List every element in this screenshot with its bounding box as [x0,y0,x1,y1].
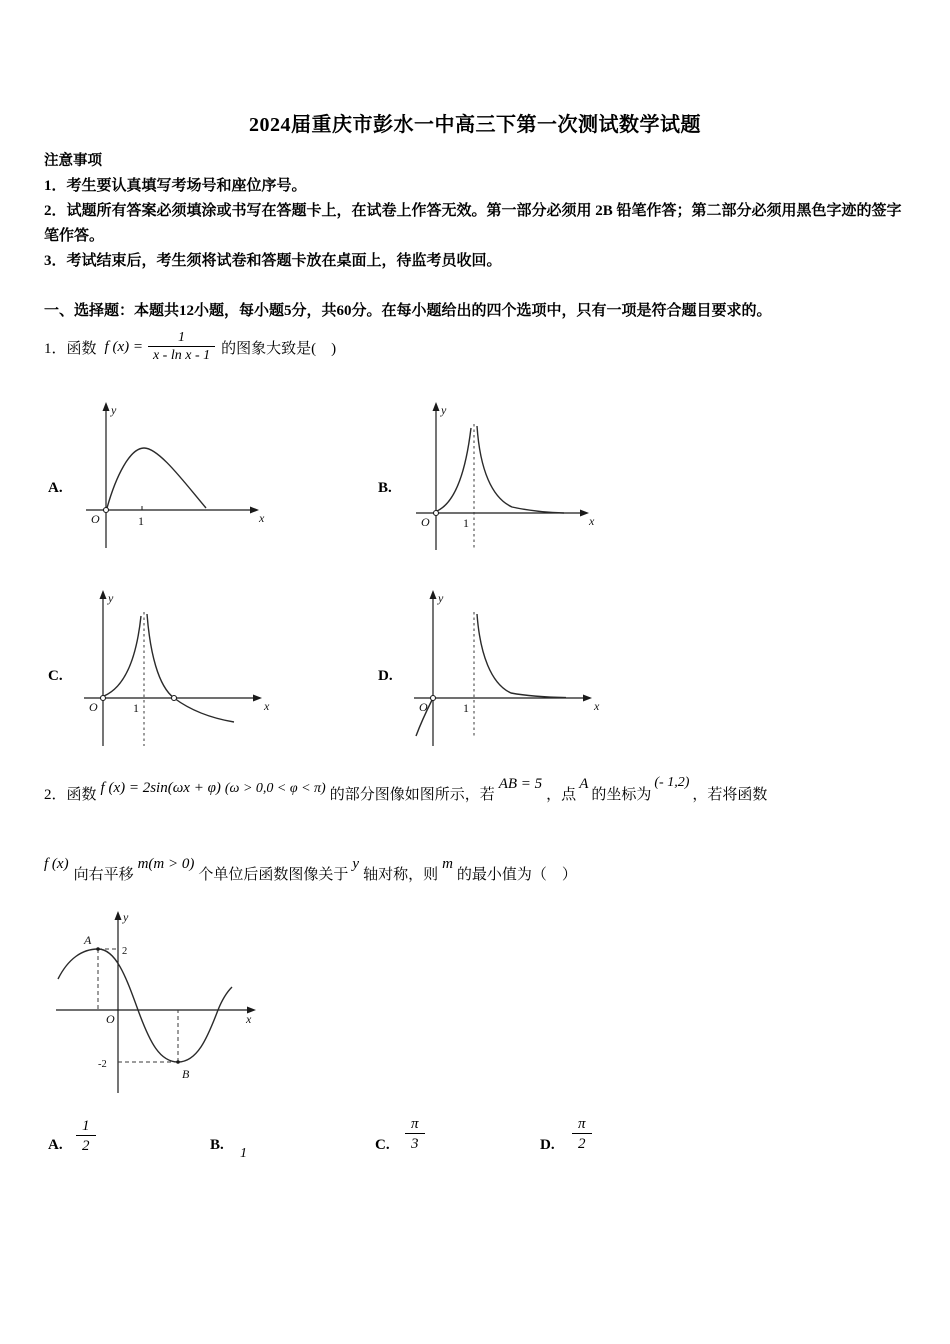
x-axis-label: x [594,699,600,713]
q2-option-c-numerator: π [411,1116,419,1132]
q2-mid2: ，点 [546,787,577,803]
q1-suffix: 的图象大致是( ) [221,340,337,357]
q2-m-variable: m [442,856,453,872]
q2-mid3: 的坐标为 [591,787,652,803]
question-2-text-line2 [44,856,924,888]
point-b-dot [176,1060,180,1064]
question-2-text-line1 [44,775,924,809]
point-b-label: B [182,1067,190,1081]
page-title: 2024届重庆市彭水一中高三下第一次测试数学试题 [249,114,701,136]
x-axis-label: x [246,1012,252,1026]
q1-option-a-label: A. [48,480,63,496]
notice-heading: 注意事项 [44,153,102,169]
origin-label: O [89,700,98,714]
q1-option-b-label: B. [378,480,392,496]
origin-label: O [421,515,430,529]
x-axis-arrow [580,510,589,517]
point-a-dot [96,947,100,951]
x-axis-label: x [259,511,265,525]
x-axis-arrow [583,695,592,702]
y-axis-label: y [123,910,129,924]
q2-option-a-denominator: 2 [76,1135,96,1155]
origin-open-circle [101,696,106,701]
q2-prefix: 函数 [66,787,97,803]
curve-a [107,448,206,508]
q2-l2-t4: 的最小值为（ ） [456,867,577,883]
notice-item-2: 2．试题所有答案必须填涂或书写在答题卡上，在试卷上作答无效。第一部分必须用 2B 铅笔作答；第二部分必须用黑色字迹的签字笔作答。 [44,203,902,244]
origin-open-circle [434,511,439,516]
tick-1-label: 1 [133,701,139,715]
q2-sine-graph [50,905,265,1100]
curve-c-left [104,616,141,696]
q2-option-a-value [76,1118,96,1155]
q2-option-d-value [572,1116,592,1153]
q2-mid1: 的部分图像如图所示，若 [329,787,495,803]
q1-prefix: 函数 [66,340,97,357]
y-tick-2-label: 2 [122,946,128,957]
q2-formula: f (x) = 2sin(ωx + φ) [100,780,221,796]
sine-curve [58,949,232,1062]
q1-frac-numerator: 1 [178,330,186,345]
curve-b-right [477,426,564,513]
q2-option-b-value: 1 [240,1146,247,1161]
x-axis-label: x [589,514,595,528]
x-axis-label: x [264,699,270,713]
q2-coordinate: (- 1,2) [654,775,690,790]
q2-constraint: (ω > 0,0 < φ < π) [224,781,326,796]
q2-fx: f (x) [44,856,69,872]
q2-option-c-denominator: 3 [405,1133,425,1153]
tick-1-label: 1 [463,516,469,530]
q2-number: 2． [44,787,67,803]
q2-m-expression: m(m > 0) [137,856,195,872]
q1-graph-b [408,398,603,560]
q2-option-d-denominator: 2 [572,1133,592,1153]
q1-graph-a [78,398,273,556]
q2-y-variable: y [352,856,360,872]
y-axis-label: y [438,591,444,605]
q2-option-d-numerator: π [578,1116,586,1132]
curve-b-left [437,428,471,511]
origin-open-circle [431,696,436,701]
section-heading: 一、选择题：本题共12小题，每小题5分，共60分。在每小题给出的四个选项中，只有一项是符合题目要求的。 [44,303,772,319]
curve-c-right [147,614,234,722]
q1-graph-d [408,586,608,756]
q2-option-d-label: D. [540,1137,555,1153]
q2-option-c-value [405,1116,425,1153]
y-axis-label: y [111,403,117,417]
notice-item-1: 1．考生要认真填写考场号和座位序号。 [44,178,307,194]
point-a-label: A [84,933,92,947]
y-axis-arrow [430,590,437,599]
x-axis-arrow [250,507,259,514]
q2-l2-t3: 轴对称，则 [363,867,439,883]
q2-ab-equation: AB = 5 [498,776,543,792]
q1-frac-denominator: x - ln x - 1 [148,346,215,365]
q2-option-a-numerator: 1 [82,1118,90,1134]
q2-option-a-label: A. [48,1137,63,1153]
q1-option-d-label: D. [378,668,393,684]
q1-formula [105,330,216,365]
notice-section [44,149,914,274]
q1-fx: f (x) = [104,338,143,355]
q2-point-a: A [579,776,589,792]
x-axis-arrow [253,695,262,702]
x-intercept-open-circle [172,696,177,701]
y-axis-arrow [433,402,440,411]
curve-d-right [477,614,566,698]
q1-option-c-label: C. [48,668,63,684]
origin-label: O [91,512,100,526]
q2-l2-t1: 向右平移 [73,867,134,883]
y-axis-label: y [441,403,447,417]
origin-label: O [419,700,428,714]
q2-option-b-label: B. [210,1137,224,1153]
q2-mid4: ，若将函数 [692,787,768,803]
notice-item-3: 3．考试结束后，考生须将试卷和答题卡放在桌面上，待监考员收回。 [44,253,502,269]
y-axis-label: y [108,591,114,605]
origin-open-circle [104,508,109,513]
question-1-text [44,330,336,365]
q1-graph-c [78,586,278,756]
y-axis-arrow [100,590,107,599]
y-axis-arrow [115,911,122,920]
tick-1-label: 1 [463,701,469,715]
q1-fraction [148,330,215,365]
q2-option-c-label: C. [375,1137,390,1153]
q1-number: 1． [44,340,67,357]
tick-1-label: 1 [138,514,144,528]
origin-label: O [106,1012,115,1026]
y-axis-arrow [103,402,110,411]
q2-l2-t2: 个单位后函数图像关于 [198,867,349,883]
y-tick-neg2-label: -2 [98,1059,107,1070]
